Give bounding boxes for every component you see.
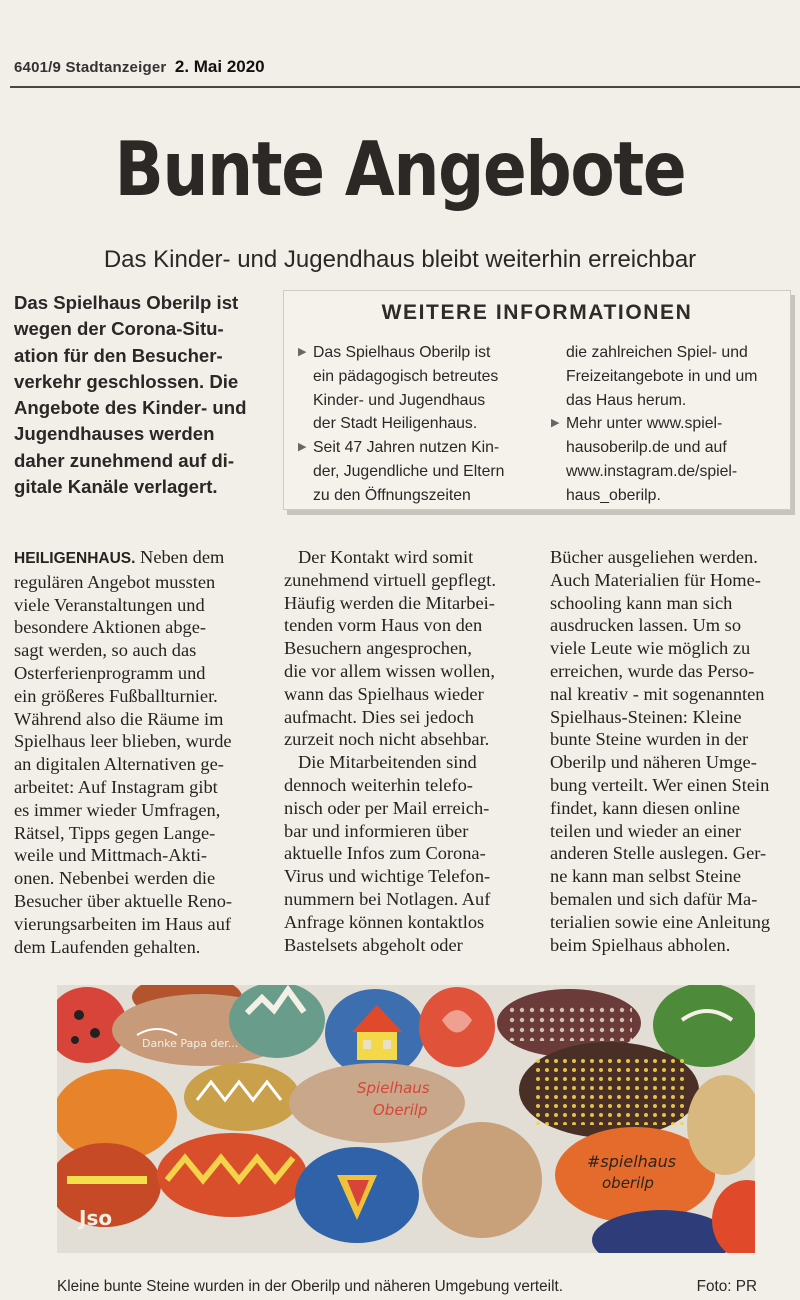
lead-line: daher zunehmend auf di- (14, 449, 235, 471)
body-line: nisch oder per Mail erreich- (284, 797, 490, 818)
info-box-item (551, 412, 787, 507)
lead-line: wegen der Corona-Situ- (14, 318, 224, 340)
stone-text-papa: Danke Papa der... (142, 1037, 239, 1050)
photo-painted-stones (57, 985, 755, 1253)
body-line: die vor allem wissen wollen, (284, 660, 495, 681)
body-line: findet, kann diesen online (550, 797, 740, 818)
body-line: Während also die Räume im (14, 708, 224, 729)
info-box-line: zu den Öffnungszeiten (313, 486, 471, 504)
body-line: bemalen und sich dafür Ma- (550, 888, 758, 909)
body-line: bung verteilt. Wer einen Stein (550, 774, 770, 795)
body-line: an digitalen Alternativen ge- (14, 754, 224, 775)
body-line: arbeitet: Auf Instagram gibt (14, 776, 218, 797)
body-line: Spielhaus leer blieben, wurde (14, 731, 232, 752)
header-rule (10, 86, 800, 88)
body-line: aktuelle Infos zum Corona- (284, 843, 486, 864)
info-box-column-right (551, 341, 787, 508)
info-box-item (298, 436, 548, 507)
stone-text-spielhaus: Spielhaus (357, 1079, 430, 1097)
body-line: dennoch weiterhin telefo- (284, 774, 473, 795)
info-box-title: WEITERE INFORMATIONEN (381, 301, 693, 324)
body-line: Virus und wichtige Telefon- (284, 866, 491, 887)
stone-text-oberilp-2: oberilp (602, 1174, 654, 1192)
stone-text-oberilp: Oberilp (373, 1101, 428, 1119)
triangle-right-icon: ▶ (551, 417, 560, 430)
body-line: terialien sowie eine Anleitung (550, 911, 771, 932)
triangle-right-icon: ▶ (298, 441, 307, 454)
lead-line: Angebote des Kinder- und (14, 397, 247, 419)
publication-date: 2. Mai 2020 (174, 57, 265, 76)
body-line: Häufig werden die Mitarbei- (284, 592, 495, 613)
info-box-line: der Stadt Heiligenhaus. (313, 415, 478, 433)
body-line: Osterferienprogramm und (14, 662, 206, 683)
dateline: HEILIGENHAUS. (14, 550, 136, 567)
info-box (283, 290, 791, 510)
body-line: aufmacht. Dies sei jedoch (284, 706, 474, 727)
body-line: erreichen, wurde das Perso- (550, 660, 755, 681)
info-box-line: Seit 47 Jahren nutzen Kin- (313, 439, 500, 457)
body-line: ein größeres Fußballturnier. (14, 685, 218, 706)
lead-line: Das Spielhaus Oberilp ist (14, 292, 239, 313)
body-line: onen. Nebenbei werden die (14, 868, 216, 889)
body-line: weile und Mittmach-Akti- (14, 845, 208, 866)
body-line: zurzeit noch nicht absehbar. (284, 729, 490, 750)
body-line: viele Leute wie möglich zu (550, 638, 751, 659)
body-line: dem Laufenden gehalten. (14, 936, 201, 957)
lead-line: gitale Kanäle verlagert. (14, 476, 218, 498)
body-line: beim Spielhaus abholen. (550, 934, 731, 955)
body-line: Spielhaus-Steinen: Kleine (550, 706, 742, 727)
triangle-right-icon: ▶ (298, 346, 307, 358)
info-box-column-left (298, 341, 548, 508)
body-line: teilen und wieder an einer (550, 820, 741, 841)
body-column-2 (284, 546, 534, 956)
body-line: Auch Materialien für Home- (550, 569, 761, 590)
body-line: besondere Aktionen abge- (14, 617, 207, 638)
info-box-line: die zahlreichen Spiel- und (566, 344, 748, 361)
body-line: bunte Steine wurden in der (550, 729, 749, 750)
body-line: regulären Angebot mussten (14, 571, 216, 592)
lead-line: verkehr geschlossen. Die (14, 370, 239, 392)
body-line-text: Neben dem (140, 547, 225, 567)
publication-name: 6401/9 Stadtanzeiger (14, 59, 167, 76)
lead-line: ation für den Besucher- (14, 344, 223, 366)
headline: Bunte Angebote (114, 125, 686, 213)
info-box-line: Das Spielhaus Oberilp ist (313, 344, 491, 361)
body-line: nummern bei Notlagen. Auf (284, 888, 491, 909)
subheadline: Das Kinder- und Jugendhaus bleibt weiterhin erreichbar (103, 246, 697, 273)
info-box-line: www.instagram.de/spiel- (566, 462, 738, 480)
info-box-line: haus_oberilp. (566, 486, 661, 504)
info-box-line: ein pädagogisch betreutes (313, 367, 499, 385)
body-column-1 (14, 546, 264, 958)
body-line: sagt werden, so auch das (14, 640, 197, 661)
body-line: es immer wieder Umfragen, (14, 799, 221, 820)
body-line: Oberilp und näheren Umge- (550, 752, 757, 773)
info-box-line: der, Jugendliche und Eltern (313, 462, 505, 480)
body-line: Rätsel, Tipps gegen Lange- (14, 822, 216, 843)
body-line: Anfrage können kontaktlos (284, 911, 485, 932)
body-line: Der Kontakt wird somit (298, 547, 474, 567)
body-line: Bücher ausgeliehen werden. (550, 547, 758, 567)
body-line: Besucher über aktuelle Reno- (14, 890, 233, 911)
svg-text:Jso: Jso (79, 1206, 113, 1230)
info-box-line: hausoberilp.de und auf (566, 439, 727, 457)
caption-text: Kleine bunte Steine wurden in der Oberilp und näheren Umgebung verteilt. (57, 1278, 563, 1295)
painted-stones-image (57, 985, 755, 1253)
masthead (14, 57, 265, 77)
photo-credit: Foto: PR (696, 1278, 757, 1295)
body-line: viele Veranstaltungen und (14, 594, 205, 615)
body-line: zunehmend virtuell gepflegt. (284, 569, 496, 590)
body-line: bar und informieren über (284, 820, 469, 841)
info-box-line: Freizeitangebote in und um (566, 367, 758, 385)
photo-caption (57, 1278, 757, 1296)
body-line: vierungsarbeiten im Haus auf (14, 913, 232, 934)
body-line: nal kreativ - mit sogenannten (550, 683, 765, 704)
body-line: tenden vorm Haus von den (284, 615, 483, 636)
body-column-3 (550, 546, 800, 956)
info-box-line: das Haus herum. (566, 391, 687, 409)
body-line (14, 546, 264, 571)
body-line: Bastelsets abgeholt oder (284, 934, 463, 955)
info-box-item (298, 341, 548, 436)
body-line: Besuchern angesprochen, (284, 638, 472, 659)
body-line: anderen Stelle auslegen. Ger- (550, 843, 767, 864)
info-box-line: Mehr unter www.spiel- (566, 415, 723, 433)
body-line: wann das Spielhaus wieder (284, 683, 484, 704)
body-line: schooling kann man sich (550, 592, 733, 613)
lead-paragraph (14, 290, 276, 500)
info-box-line: Kinder- und Jugendhaus (313, 391, 486, 409)
body-line: Die Mitarbeitenden sind (298, 752, 477, 773)
info-box-item (551, 341, 787, 412)
body-line: ausdrucken lassen. Um so (550, 615, 742, 636)
lead-line: Jugendhauses werden (14, 423, 215, 445)
stone-text-hashtag: #spielhaus (587, 1152, 677, 1171)
body-line: ne kann man selbst Steine (550, 866, 742, 887)
